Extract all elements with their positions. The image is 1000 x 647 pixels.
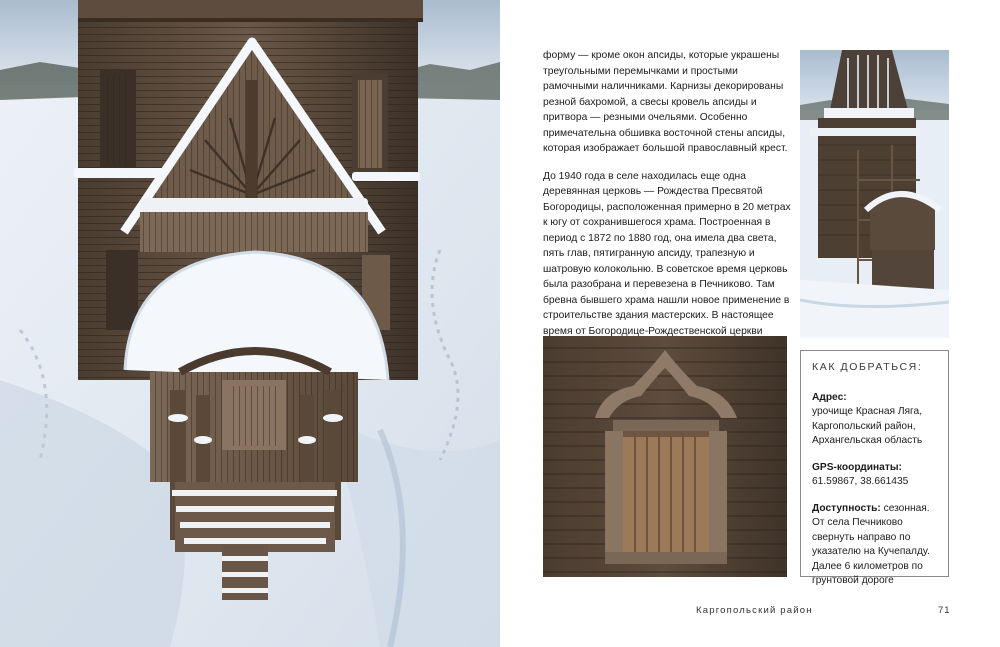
photo-carved-door-frame <box>543 336 787 577</box>
photo-church-tower-scaffolding <box>800 50 949 338</box>
address-value: урочище Красная Ляга, Каргопольский район, Архангельская область <box>812 406 923 446</box>
access-value: сезонная. От села Печниково свернуть направо по указателю на Кучепалду. Далее 6 километров по грунтовой дороге <box>812 502 930 586</box>
article-text <box>543 48 791 382</box>
gps-block <box>812 461 938 490</box>
article-paragraph-1: форму — кроме окон апсиды, которые украшены треугольными перемычками и простыми рамочными наличниками. Карнизы декорированы резной бахромой, а свесы кровель апсиды и притвора — резными очельями. Особенно примечательна обшивка восточной стены апсиды, которая изображает большой православный крест. <box>543 50 788 154</box>
footer-section-title: Каргопольский район <box>696 605 813 616</box>
page-number: 71 <box>938 605 951 616</box>
info-box-title: КАК ДОБРАТЬСЯ: <box>812 361 923 373</box>
gps-value: 61.59867, 38.661435 <box>812 476 909 487</box>
tower-photo-drawing <box>800 50 949 338</box>
article-paragraph-2: До 1940 года в селе находилась еще одна деревянная церковь — Рождества Пресвятой Богородицы, расположенная примерно в 20 метрах к югу от сохранившегося храма. Построенная в период с 1872 по 1880 год, она имела два света, пять глав, пятигранную апсиду, трапезную и шатровую колокольню. В советское время церковь была разобрана и перевезена в Печниково. Там бревна бывшего храма нашли новое применение в строительстве здания мастерских. В настоящее время от Богородице-Рождественской церкви <box>543 170 791 337</box>
directions-info-box <box>800 350 949 586</box>
access-block <box>812 502 938 589</box>
door-photo-drawing <box>543 336 787 577</box>
right-page <box>500 0 1000 647</box>
access-label: Доступность: <box>812 502 884 514</box>
gps-label: GPS-координаты: <box>812 461 902 473</box>
address-block <box>812 391 938 449</box>
address-label: Адрес: <box>812 391 847 403</box>
